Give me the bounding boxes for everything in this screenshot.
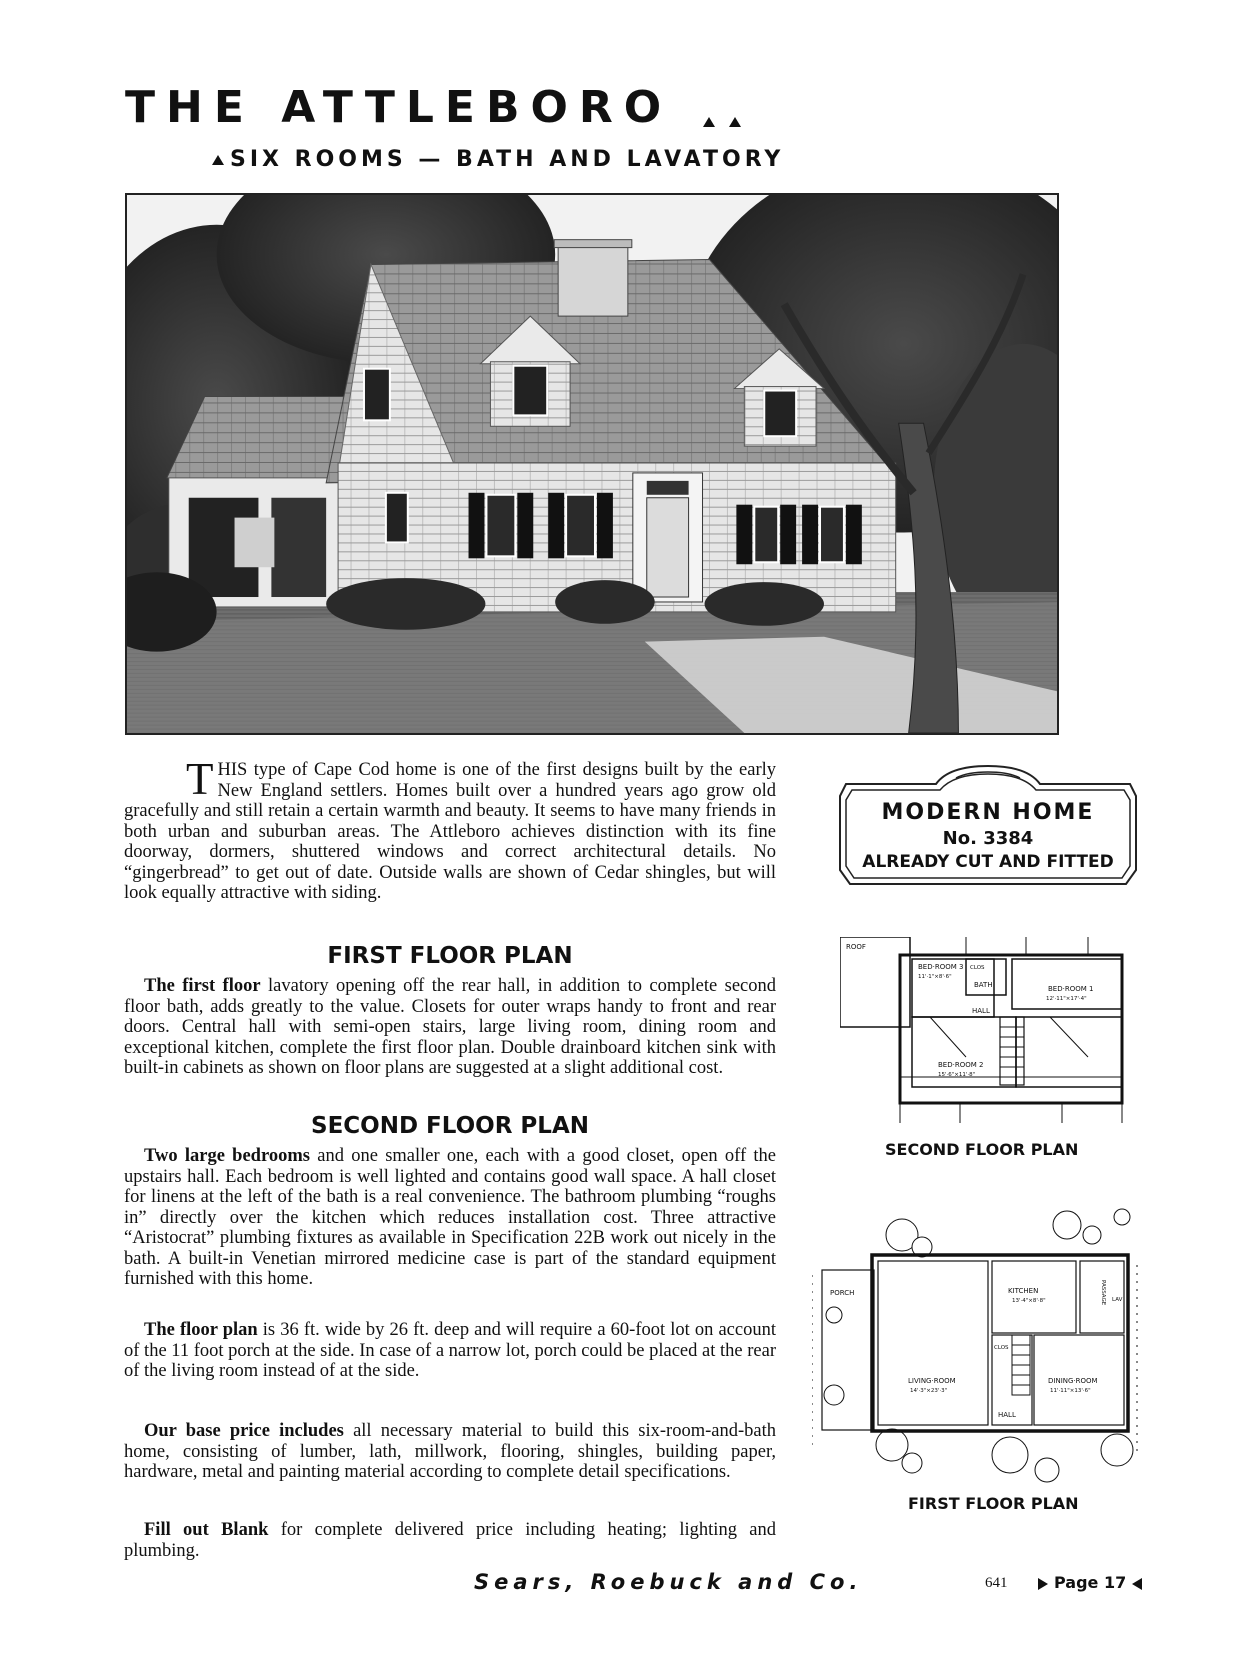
right-triangle-icon <box>1038 1578 1048 1590</box>
plan2-bed1-size: 12'·11"×17'·4" <box>1046 996 1087 1002</box>
plan2-bed1-label: BED·ROOM 1 <box>1048 985 1094 993</box>
plan1-kitchen-label: KITCHEN <box>1008 1287 1039 1295</box>
floor-plan-paragraph: The floor plan is 36 ft. wide by 26 ft. deep and will require a 60-foot lot on account of the 11 foot porch at the side. In case of a narrow lot, porch could be placed at the rear of the living room instead of at the side. <box>124 1320 776 1381</box>
first-floor-plan-diagram <box>812 1205 1142 1487</box>
plan2-bed2-size: 15'·6"×11'·8" <box>938 1072 976 1078</box>
title-text: THE ATTLEBORO <box>125 82 673 133</box>
first-floor-heading: FIRST FLOOR PLAN <box>327 943 573 969</box>
plan2-roof-label: ROOF <box>846 943 866 951</box>
badge-line1: MODERN HOME <box>881 800 1095 825</box>
first-floor-paragraph: The first floor lavatory opening off the rear hall, in addition to complete second floor bath, adds greatly to the value. Closets for outer wraps handy to front and rear doors. Central hall with semi-open stairs, large living room, dining room and exceptional kitchen, complete the first floor plan. Double drainboard kitchen sink with built-in cabinets as shown on floor plans are suggested at a slight additional cost. <box>124 976 776 1078</box>
plan1-dining-label: DINING·ROOM <box>1048 1377 1098 1385</box>
base-price-paragraph: Our base price includes all necessary material to build this six-room-and-bath home, consisting of lumber, lath, millwork, flooring, shingles, building paper, hardware, metal and painting material according to complete detail specifications. <box>124 1421 776 1482</box>
plan1-hall-label: HALL <box>998 1411 1016 1419</box>
second-floor-plan-diagram <box>840 937 1130 1127</box>
house-illustration <box>125 193 1059 735</box>
plan2-bed2-label: BED·ROOM 2 <box>938 1061 984 1069</box>
second-floor-plan-caption: SECOND FLOOR PLAN <box>885 1140 1079 1159</box>
page-subtitle: SIX ROOMS — BATH AND LAVATORY <box>212 147 784 172</box>
plan2-bed3-size: 11'·1"×8'·6" <box>918 974 952 980</box>
footer-page-number: Page 17 <box>1038 1573 1142 1592</box>
plan1-porch-label: PORCH <box>830 1289 855 1297</box>
drop-cap: T <box>186 754 214 804</box>
left-triangle-icon <box>1132 1578 1142 1590</box>
plan2-hall-label: HALL <box>972 1007 990 1015</box>
second-floor-paragraph: Two large bedrooms and one smaller one, each with a good closet, open off the upstairs hall. Each bedroom is well lighted and contains good wall space. A hall closet for linens at the left of the bath is a real convenience. The bathroom plumbing “roughs in” directly over the kitchen which reduces installation cost. Three attractive “Aristocrat” plumbing fixtures as available in Specification 22B work out nicely in the bath. A built-in Venetian mirrored medicine case is part of the standard equipment furnished with this home. <box>124 1146 776 1289</box>
plan1-living-label: LIVING·ROOM <box>908 1377 956 1385</box>
second-floor-heading: SECOND FLOOR PLAN <box>311 1113 589 1139</box>
plan1-kitchen-size: 13'·4"×8'·8" <box>1012 1298 1046 1304</box>
plan2-bath-label: BATH <box>974 981 993 989</box>
modern-home-badge <box>836 760 1140 888</box>
plan1-lav-label: LAV <box>1112 1297 1123 1303</box>
plan2-bed3-label: BED·ROOM 3 <box>918 963 964 971</box>
plan1-dining-size: 11'·11"×13'·6" <box>1050 1388 1091 1394</box>
first-floor-plan-caption: FIRST FLOOR PLAN <box>908 1494 1079 1513</box>
plan1-living-size: 14'·3"×23'·3" <box>910 1388 948 1394</box>
plan1-clos-label: CLOS <box>994 1345 1009 1351</box>
footer-company: Sears, Roebuck and Co. <box>474 1570 863 1594</box>
intro-paragraph: THIS type of Cape Cod home is one of the first designs built by the early New England settlers. Homes built over a hundred years ago grow old gracefully and still retain a certain warmth and beauty. It seems to have many friends in both urban and suburban areas. The Attleboro achieves distinction with its fine doorway, dormers, shuttered windows and correct architectural details. No “gingerbread” to get out of date. Outside walls are shown of Cedar shingles, but will look equally attractive with siding. <box>124 754 776 903</box>
page-title <box>125 82 741 133</box>
fill-out-paragraph: Fill out Blank for complete delivered price including heating; lighting and plumbing. <box>124 1520 776 1561</box>
badge-line3: ALREADY CUT AND FITTED <box>862 852 1114 872</box>
plan1-passage-label: PASSAGE <box>1100 1280 1106 1306</box>
footer-number: 641 <box>985 1575 1008 1591</box>
plan2-clos-label: CLOS <box>970 965 985 971</box>
badge-line2: No. 3384 <box>942 828 1034 849</box>
subtitle-triangle-icon <box>212 155 224 165</box>
